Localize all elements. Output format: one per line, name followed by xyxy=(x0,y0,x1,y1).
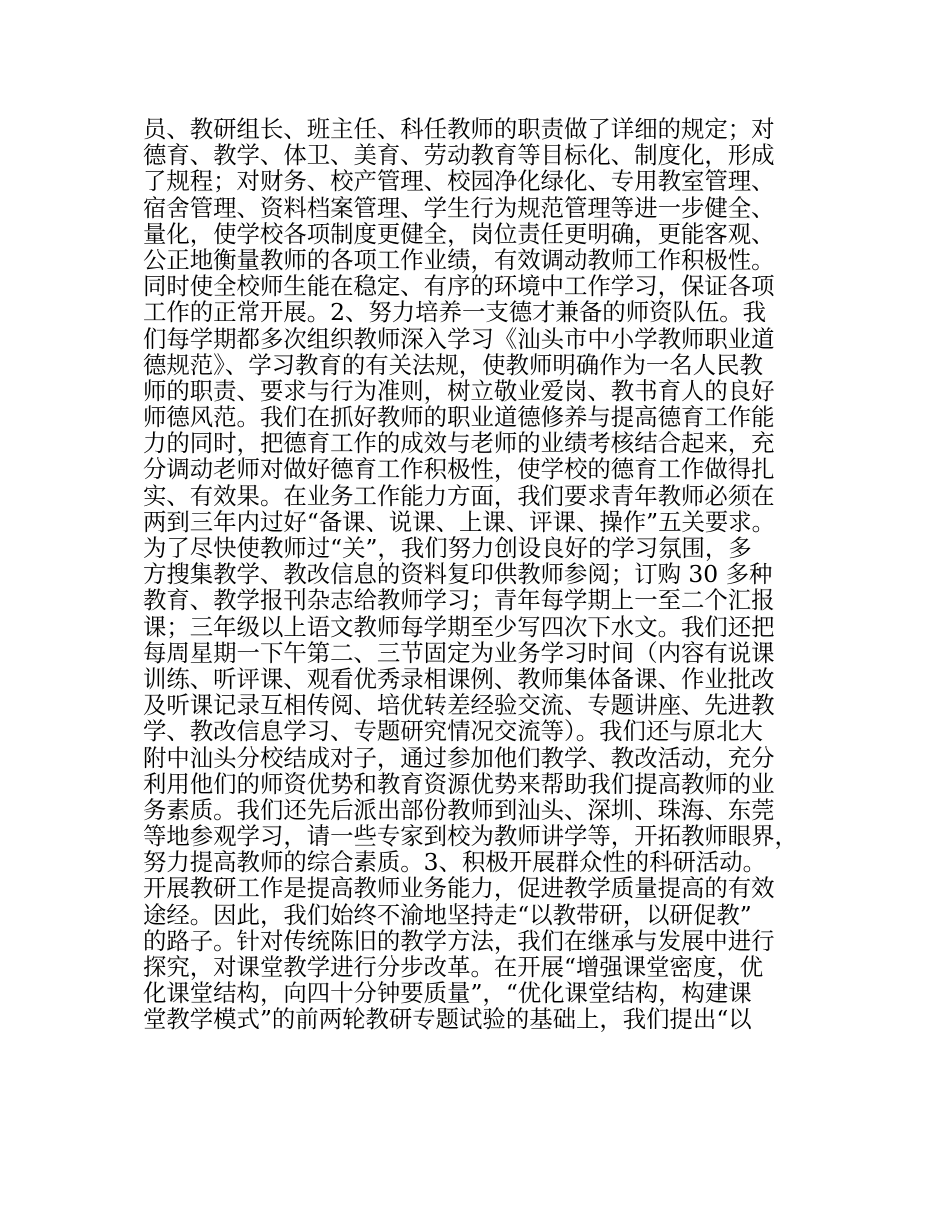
body-text xyxy=(143,116,813,1033)
text-line: 课；三年级以上语文教师每学期至少写四次下水文。我们还把 xyxy=(143,612,775,641)
text-line: 师德风范。我们在抓好教师的职业道德修养与提高德育工作能 xyxy=(143,403,775,432)
text-line: 宿舍管理、资料档案管理、学生行为规范管理等进一步健全、 xyxy=(143,193,775,222)
text-line: 为了尽快使教师过“关”，我们努力创设良好的学习氛围，多 xyxy=(143,534,752,562)
text-line: 公正地衡量教师的各项工作业绩，有效调动教师工作积极性。 xyxy=(143,245,775,274)
text-line: 分调动老师对做好德育工作积极性，使学校的德育工作做得扎 xyxy=(143,455,775,484)
text-line: 们每学期都多次组织教师深入学习《汕头市中小学教师职业道 xyxy=(143,324,775,353)
text-line: 努力提高教师的综合素质。3、积极开展群众性的科研活动。 xyxy=(143,848,767,877)
text-line: 堂教学模式”的前两轮教研专题试验的基础上，我们提出“以 xyxy=(143,1005,752,1034)
text-line: 途经。因此，我们始终不渝地坚持走“以教带研，以研促教” xyxy=(143,900,752,929)
text-line: 学、教改信息学习、专题研究情况交流等）。我们还与原北大 xyxy=(143,717,763,746)
text-line: 训练、听评课、观看优秀录相课例、教师集体备课、作业批改 xyxy=(143,664,775,693)
text-line: 工作的正常开展。2、努力培养一支德才兼备的师资队伍。我 xyxy=(143,298,767,327)
text-line: 量化，使学校各项制度更健全，岗位责任更明确，更能客观、 xyxy=(143,219,775,248)
text-line: 实、有效果。在业务工作能力方面，我们要求青年教师必须在 xyxy=(143,481,775,510)
text-line: 开展教研工作是提高教师业务能力，促进教学质量提高的有效 xyxy=(143,874,775,903)
text-line: 利用他们的师资优势和教育资源优势来帮助我们提高教师的业 xyxy=(143,769,775,798)
text-line: 两到三年内过好“备课、说课、上课、评课、操作”五关要求。 xyxy=(143,507,776,536)
text-line: 探究，对课堂教学进行分步改革。在开展“增强课堂密度，优 xyxy=(143,953,764,981)
text-line: 方搜集教学、教改信息的资料复印供教师参阅；订购 30 多种 xyxy=(143,560,773,589)
text-line: 附中汕头分校结成对子，通过参加他们教学、教改活动，充分 xyxy=(143,743,775,772)
text-line: 务素质。我们还先后派出部份教师到汕头、深圳、珠海、东莞 xyxy=(143,795,775,824)
text-line: 及听课记录互相传阅、培优转差经验交流、专题讲座、先进教 xyxy=(143,691,775,720)
text-line: 同时使全校师生能在稳定、有序的环境中工作学习，保证各项 xyxy=(143,272,775,301)
text-line: 力的同时，把德育工作的成效与老师的业绩考核结合起来，充 xyxy=(143,429,775,458)
text-line: 教育、教学报刊杂志给教师学习；青年每学期上一至二个汇报 xyxy=(143,586,775,615)
text-line: 师的职责、要求与行为准则，树立敬业爱岗、教书育人的良好 xyxy=(143,376,775,405)
text-line: 的路子。针对传统陈旧的教学方法，我们在继承与发展中进行 xyxy=(143,926,775,955)
text-line: 德育、教学、体卫、美育、劳动教育等目标化、制度化，形成 xyxy=(143,141,775,170)
text-line: 员、教研组长、班主任、科任教师的职责做了详细的规定；对 xyxy=(143,115,775,143)
text-line: 等地参观学习，请一些专家到校为教师讲学等，开拓教师眼界， xyxy=(143,822,798,851)
text-line: 化课堂结构，向四十分钟要质量”，“优化课堂结构，构建课 xyxy=(143,979,752,1008)
text-line: 德规范》、学习教育的有关法规，使教师明确作为一名人民教 xyxy=(143,350,763,379)
text-line: 每周星期一下午第二、三节固定为业务学习时间（内容有说课 xyxy=(143,638,775,667)
text-line: 了规程；对财务、校产管理、校园净化绿化、专用教室管理、 xyxy=(143,167,775,196)
